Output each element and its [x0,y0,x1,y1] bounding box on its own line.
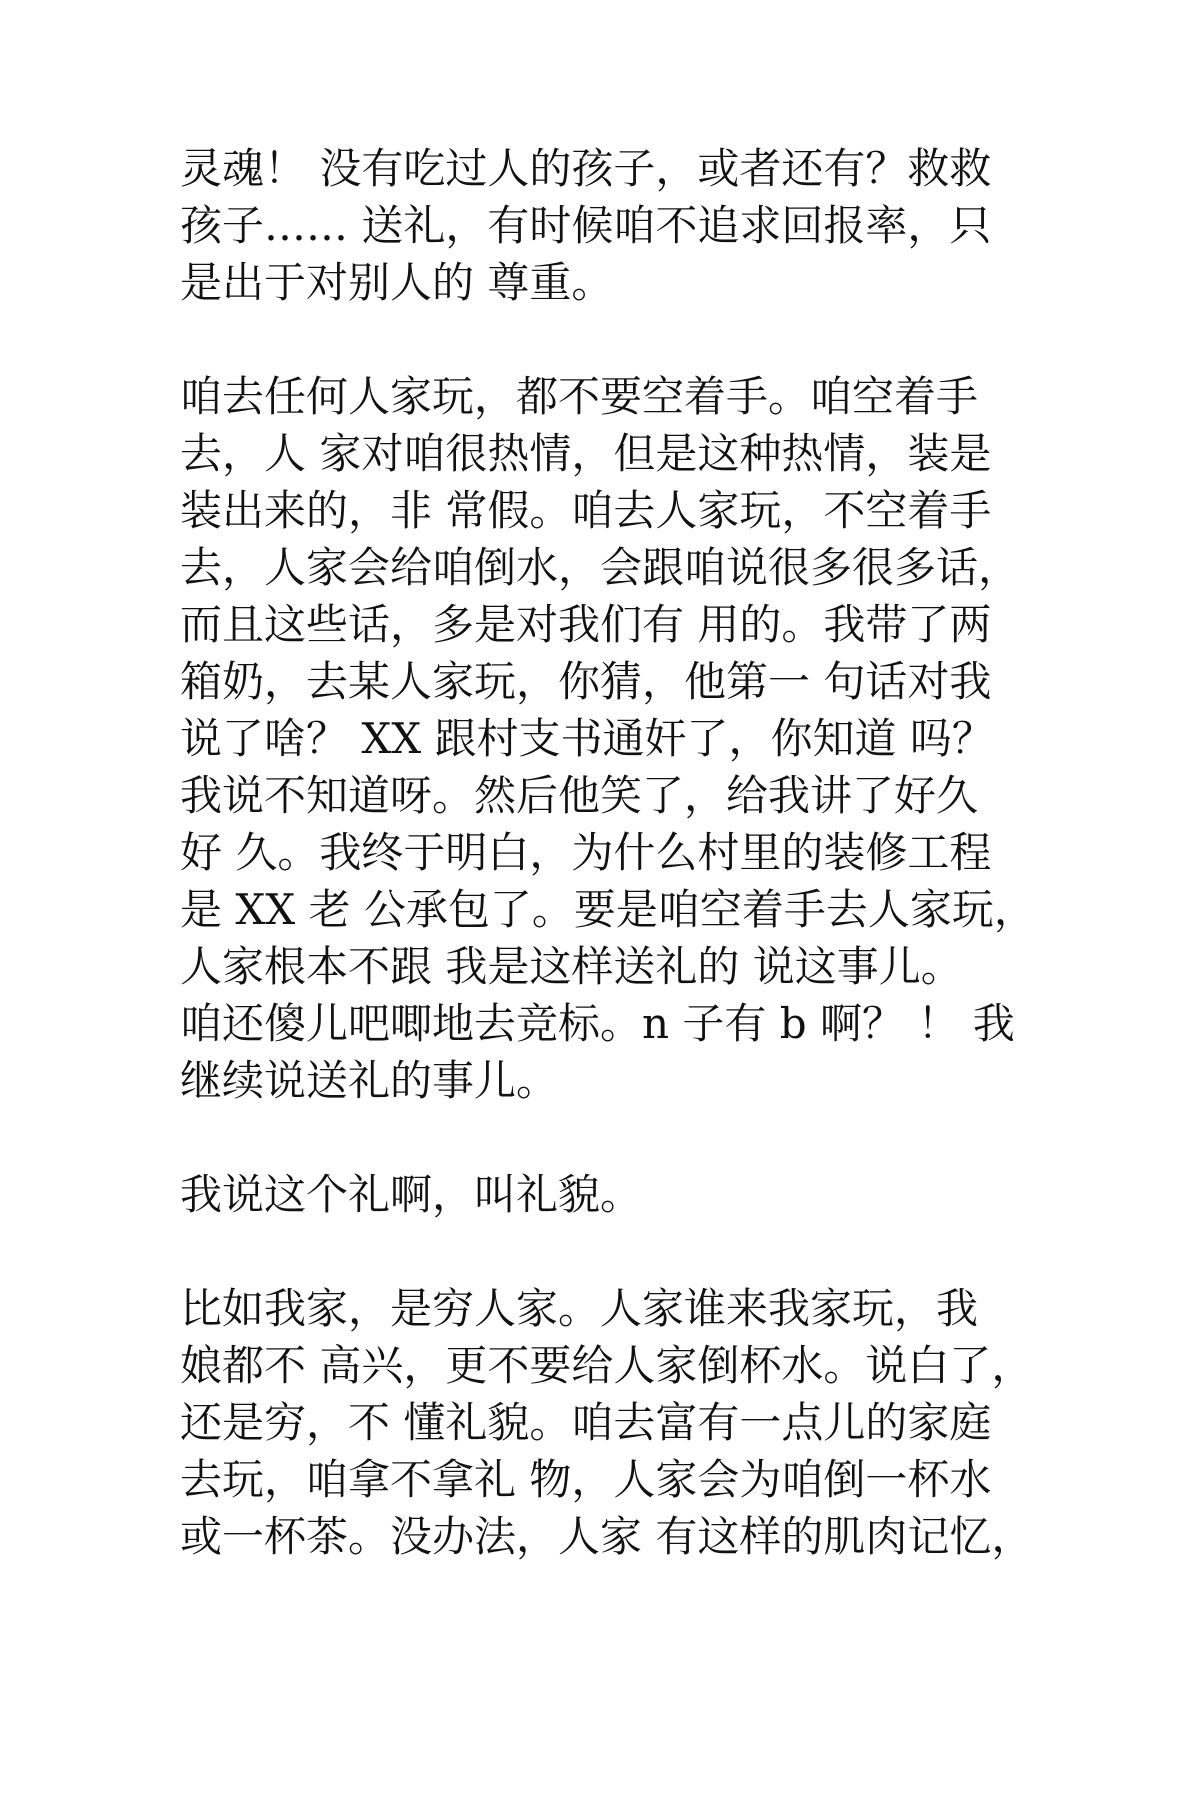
text-line: 我说这个礼啊，叫礼貌。 [180,1170,643,1219]
paragraph-2 [180,368,1036,1109]
text-line: 娘都不 高兴，更不要给人家倒杯水。说白了， [180,1341,1034,1390]
text-line: 是出于对别人的 尊重。 [180,258,614,307]
text-line: 灵魂！ 没有吃过人的孩子，或者还有？救救 [180,144,992,193]
text-line: 孩子…… 送礼，有时候咱不追求回报率，只 [180,201,992,250]
text-line: 我说不知道呀。然后他笑了，给我讲了好久 [180,771,979,820]
text-line: 咱还傻儿吧唧地去竞标。n 子有 b 啊？ ！ 我 [180,999,1015,1048]
text-line: 人家根本不跟 我是这样送礼的 说这事儿。 [180,942,963,991]
text-line: 继续说送礼的事儿。 [180,1056,559,1105]
text-line: 去玩，咱拿不拿礼 物，人家会为咱倒一杯水 [180,1455,992,1504]
text-line: 去，人家会给咱倒水，会跟咱说很多很多话， [180,543,1021,592]
text-line: 比如我家，是穷人家。人家谁来我家玩，我 [180,1284,979,1333]
paragraph-1 [180,140,1020,311]
text-line: 去，人 家对咱很热情，但是这种热情，装是 [180,429,992,478]
text-line: 而且这些话，多是对我们有 用的。我带了两 [180,600,992,649]
text-line: 或一杯茶。没办法，人家 有这样的肌肉记忆， [180,1512,1034,1561]
text-line: 箱奶，去某人家玩，你猜，他第一 句话对我 [180,657,992,706]
text-line: 装出来的，非 常假。咱去人家玩，不空着手 [180,486,992,535]
paragraph-4 [180,1280,1034,1565]
text-line: 还是穷，不 懂礼貌。咱去富有一点儿的家庭 [180,1398,992,1447]
text-line: 好 久。我终于明白，为什么村里的装修工程 [180,828,992,877]
text-line: 是 XX 老 公承包了。要是咱空着手去人家玩， [180,885,1036,934]
text-line: 说了啥？ XX 跟村支书通奸了，你知道 吗？ [180,714,994,763]
body-text [180,140,1036,1622]
paragraph-3 [180,1166,1020,1223]
text-line: 咱去任何人家玩，都不要空着手。咱空着手 [180,372,979,421]
